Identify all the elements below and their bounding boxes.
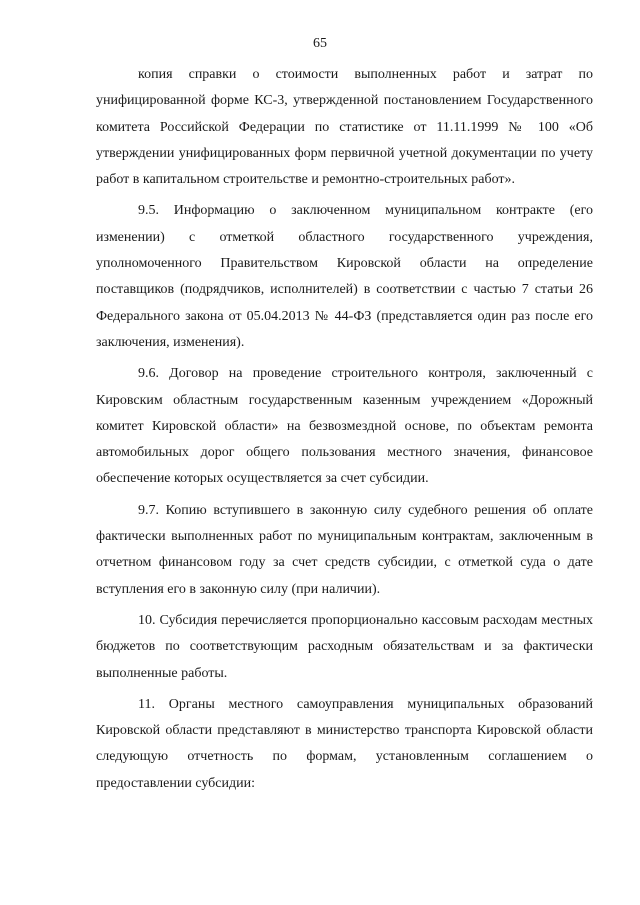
paragraph-10: 10. Субсидия перечисляется пропорционально кассовым расходам местных бюджетов по соответствующим расходным обязательствам и за фактически выполненные работы. (96, 612, 593, 681)
paragraph-9-6: 9.6. Договор на проведение строительного контроля, заключенный с Кировским областным государственным казенным учреждением «Дорожный комитет Кировской области» на безвозмездной основе, по объектам ремонта автомобильных дорог общего пользования местного значения, финансовое обеспечение которых осуществляется за счет субсидии. (96, 366, 593, 487)
document-body (96, 62, 593, 802)
page-number: 65 (313, 36, 327, 51)
paragraph-9-7: 9.7. Копию вступившего в законную силу судебного решения об оплате фактически выполненных работ по муниципальным контрактам, заключенным в отчетном финансовом году за счет средств субсидии, с отметкой суда о дате вступления его в законную силу (при наличии). (96, 502, 593, 597)
paragraph-9-5: 9.5. Информацию о заключенном муниципальном контракте (его изменении) с отметкой областного государственного учреждения, уполномоченного Правительством Кировской области на определение поставщиков (подрядчиков, исполнителей) в соответствии с частью 7 статьи 26 Федерального закона от 05.04.2013 № 44-ФЗ (представляется один раз после его заключения, изменения). (96, 203, 593, 350)
paragraph-11: 11. Органы местного самоуправления муниципальных образований Кировской области представляют в министерство транспорта Кировской области следующую отчетность по формам, установленным соглашением о предоставлении субсидии: (96, 696, 593, 791)
paragraph-ks3-copy: копия справки о стоимости выполненных работ и затрат по унифицированной форме КС-3, утвержденной постановлением Государственного комитета Российской Федерации по статистике от 11.11.1999 № 100 «Об утверждении унифицированных форм первичной учетной документации по учету работ в капитальном строительстве и ремонтно-строительных работ». (96, 67, 593, 188)
